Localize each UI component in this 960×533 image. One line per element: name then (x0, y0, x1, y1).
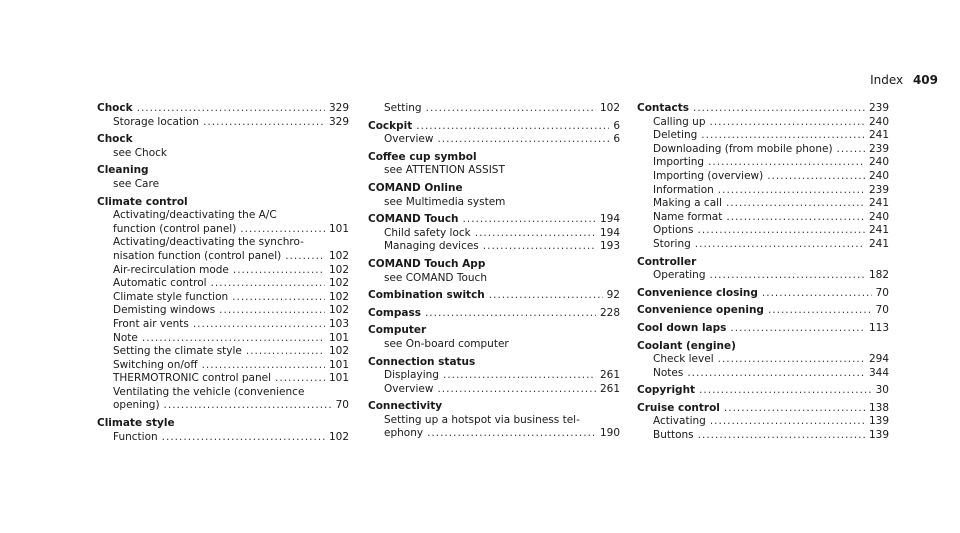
heading-text: COMAND Online (368, 181, 463, 194)
subentry-text: Notes (653, 366, 684, 379)
subentry-text: Activating/deactivating the synchro- (113, 236, 304, 249)
page-ref: 329 (328, 115, 349, 128)
subentry-text: Storage location (113, 115, 200, 128)
index-subentry (97, 431, 349, 445)
dot-leader (285, 250, 325, 264)
page-ref: 239 (868, 183, 889, 196)
header-label: Index (870, 73, 904, 87)
page-ref: 240 (868, 115, 889, 128)
page-header (870, 73, 938, 87)
dot-leader (202, 359, 325, 373)
page-ref: 241 (868, 237, 889, 250)
page-ref: 70 (875, 304, 889, 317)
index-entry (637, 384, 889, 398)
subentry-text: Name format (653, 210, 723, 223)
dot-leader (710, 415, 865, 429)
subentry-text: see Multimedia system (384, 195, 506, 208)
index-subentry (368, 414, 620, 428)
dot-leader (240, 223, 325, 237)
dot-leader (162, 431, 325, 445)
page-ref: 102 (328, 304, 349, 317)
heading-text: Climate style (97, 417, 175, 430)
subentry-text: see COMAND Touch (384, 271, 487, 284)
subentry-text: Overview (384, 382, 434, 395)
dot-leader (437, 133, 609, 147)
dot-leader (718, 184, 865, 198)
dot-leader (203, 116, 325, 130)
index-entry (637, 256, 889, 283)
dot-leader (142, 332, 325, 346)
dot-leader (687, 367, 865, 381)
dot-leader (489, 289, 603, 303)
subentry-text: Setting (384, 102, 422, 114)
page-ref: 103 (328, 317, 349, 330)
index-entry (368, 307, 620, 321)
index-heading (637, 384, 889, 398)
heading-text: Combination switch (368, 289, 485, 302)
subentry-text: Activating (653, 415, 706, 428)
dot-leader (416, 120, 609, 134)
index-subentry (368, 102, 620, 116)
index-heading (368, 289, 620, 303)
index-subentry (368, 164, 620, 178)
subentry-text: Demisting windows (113, 304, 216, 317)
index-subentry (97, 318, 349, 332)
index-entry (637, 304, 889, 318)
subentry-text: Air-recirculation mode (113, 263, 229, 276)
dot-leader (698, 429, 865, 443)
index-entry (97, 164, 349, 191)
index-entry (637, 322, 889, 336)
page-ref: 113 (868, 321, 889, 334)
heading-text: Climate control (97, 195, 188, 208)
index-entry (368, 289, 620, 303)
index-heading (368, 182, 620, 196)
index-entry (637, 340, 889, 381)
index-subentry (97, 304, 349, 318)
page-ref: 70 (335, 399, 349, 412)
subentry-text: see Chock (113, 146, 167, 159)
dot-leader (232, 291, 325, 305)
page-ref: 102 (328, 277, 349, 290)
page-ref: 102 (328, 249, 349, 262)
heading-text: Controller (637, 255, 697, 268)
subentry-text: Information (653, 183, 714, 196)
heading-text: Convenience opening (637, 304, 764, 317)
page-ref: 240 (868, 156, 889, 169)
subentry-text: Calling up (653, 115, 706, 128)
dot-leader (137, 102, 325, 116)
dot-leader (463, 213, 596, 227)
heading-text: Connection status (368, 355, 476, 368)
index-entry (637, 287, 889, 301)
dot-leader (233, 264, 325, 278)
index-subentry (368, 227, 620, 241)
subentry-text: Automatic control (113, 277, 207, 290)
dot-leader (698, 224, 865, 238)
page-ref: 194 (599, 213, 620, 226)
index-subentry (637, 170, 889, 184)
subentry-text: opening) (113, 399, 160, 412)
dot-leader (726, 211, 865, 225)
index-heading (97, 196, 349, 210)
subentry-text: Check level (653, 353, 714, 366)
dot-leader (475, 227, 596, 241)
index-entry (368, 258, 620, 285)
subentry-text: Setting the climate style (113, 345, 242, 358)
index-subentry (637, 238, 889, 252)
index-subentry (637, 429, 889, 443)
index-entry (368, 400, 620, 441)
page-ref: 194 (599, 226, 620, 239)
index-subentry (97, 277, 349, 291)
index-heading (368, 120, 620, 134)
subentry-text: THERMOTRONIC control panel (113, 372, 272, 385)
subentry-text: Function (113, 430, 158, 443)
subentry-text: Ventilating the vehicle (convenience (113, 385, 305, 398)
page-number: 409 (912, 73, 938, 87)
index-subentry (368, 133, 620, 147)
dot-leader (710, 116, 865, 130)
index-column-2 (368, 102, 620, 445)
index-heading (637, 322, 889, 336)
page-ref: 294 (868, 353, 889, 366)
heading-text: Copyright (637, 384, 696, 397)
subentry-text: Setting up a hotspot via business tel- (384, 413, 580, 426)
subentry-text: Displaying (384, 369, 439, 382)
index-subentry (368, 383, 620, 397)
dot-leader (695, 238, 865, 252)
index-entry (368, 151, 620, 178)
page-ref: 239 (868, 142, 889, 155)
heading-text: Chock (97, 102, 133, 114)
index-subentry (97, 236, 349, 250)
index-subentry (97, 209, 349, 223)
index-entry (368, 120, 620, 147)
page-ref: 261 (599, 369, 620, 382)
index-heading (637, 287, 889, 301)
page-ref: 193 (599, 240, 620, 253)
page-ref: 102 (328, 290, 349, 303)
subentry-text: Importing (overview) (653, 169, 764, 182)
page-ref: 6 (613, 133, 620, 146)
index-column-3 (637, 102, 889, 447)
index-entry (368, 324, 620, 351)
index-subentry (637, 415, 889, 429)
index-subentry (637, 353, 889, 367)
subentry-text: Overview (384, 133, 434, 146)
index-entry (97, 417, 349, 444)
page-ref: 6 (613, 119, 620, 132)
page-ref: 102 (328, 430, 349, 443)
index-subentry (97, 399, 349, 413)
dot-leader (699, 384, 872, 398)
index-subentry (637, 129, 889, 143)
subentry-text: Options (653, 224, 694, 237)
index-entry (368, 182, 620, 209)
index-heading (637, 402, 889, 416)
heading-text: Cool down laps (637, 321, 727, 334)
dot-leader (837, 143, 865, 157)
subentry-text: Switching on/off (113, 358, 198, 371)
page-ref: 241 (868, 129, 889, 142)
index-heading (368, 258, 620, 272)
heading-text: Cleaning (97, 164, 149, 177)
index-subentry (637, 184, 889, 198)
subentry-text: Storing (653, 237, 691, 250)
index-subentry (97, 291, 349, 305)
subentry-text: Deleting (653, 129, 698, 142)
subentry-text: Buttons (653, 429, 694, 442)
dot-leader (701, 129, 865, 143)
index-subentry (637, 269, 889, 283)
index-subentry (97, 116, 349, 130)
index-subentry (637, 367, 889, 381)
index-entry (97, 102, 349, 129)
index-subentry (637, 116, 889, 130)
index-subentry (637, 197, 889, 211)
index-subentry (97, 359, 349, 373)
heading-text: Cruise control (637, 401, 720, 414)
index-subentry (637, 224, 889, 238)
dot-leader (219, 304, 325, 318)
index-subentry (97, 372, 349, 386)
page-ref: 139 (868, 429, 889, 442)
page-ref: 70 (875, 286, 889, 299)
page-ref: 241 (868, 197, 889, 210)
subentry-text: function (control panel) (113, 222, 237, 235)
heading-text: COMAND Touch App (368, 257, 486, 270)
index-entry (97, 196, 349, 414)
dot-leader (726, 197, 865, 211)
subentry-text: ephony (384, 427, 424, 440)
index-heading (368, 151, 620, 165)
subentry-text: Making a call (653, 197, 722, 210)
page-ref: 182 (868, 269, 889, 282)
page-ref: 190 (599, 427, 620, 440)
page-ref: 101 (328, 331, 349, 344)
index-heading (97, 164, 349, 178)
index-subentry (97, 386, 349, 400)
index-subentry (368, 427, 620, 441)
heading-text: Computer (368, 324, 427, 337)
page-ref: 101 (328, 358, 349, 371)
index-subentry (97, 332, 349, 346)
index-heading (368, 213, 620, 227)
subentry-text: Note (113, 331, 138, 344)
subentry-text: Importing (653, 156, 705, 169)
index-subentry (368, 369, 620, 383)
dot-leader (708, 156, 865, 170)
heading-text: Connectivity (368, 400, 443, 413)
page-ref: 102 (599, 102, 620, 114)
subentry-text: see ATTENTION ASSIST (384, 164, 505, 177)
dot-leader (427, 427, 596, 441)
page-ref: 102 (328, 263, 349, 276)
page-ref: 101 (328, 222, 349, 235)
index-heading (368, 324, 620, 338)
subentry-text: nisation function (control panel) (113, 249, 282, 262)
dot-leader (768, 304, 872, 318)
heading-text: Contacts (637, 102, 689, 114)
index-subentry (368, 272, 620, 286)
subentry-text: see Care (113, 177, 160, 190)
index-entry (637, 102, 889, 252)
subentry-text: Front air vents (113, 317, 189, 330)
page-ref: 239 (868, 102, 889, 114)
index-subentry (637, 211, 889, 225)
dot-leader (693, 102, 865, 116)
heading-text: Convenience closing (637, 286, 758, 299)
index-heading (637, 304, 889, 318)
subentry-text: see On-board computer (384, 337, 509, 350)
page-ref: 344 (868, 366, 889, 379)
heading-text: Coolant (engine) (637, 339, 736, 352)
index-subentry (97, 264, 349, 278)
dot-leader (762, 287, 872, 301)
index-subentry (97, 147, 349, 161)
dot-leader (730, 322, 865, 336)
index-heading (637, 102, 889, 116)
dot-leader (426, 102, 596, 116)
index-subentry (637, 156, 889, 170)
dot-leader (437, 383, 596, 397)
index-subentry (637, 143, 889, 157)
dot-leader (275, 372, 325, 386)
dot-leader (211, 277, 325, 291)
page-ref: 30 (875, 384, 889, 397)
subentry-text: Downloading (from mobile phone) (653, 142, 833, 155)
index-subentry (97, 178, 349, 192)
dot-leader (425, 307, 596, 321)
index-subentry (368, 240, 620, 254)
dot-leader (193, 318, 325, 332)
index-heading (637, 256, 889, 270)
dot-leader (724, 402, 865, 416)
heading-text: Cockpit (368, 119, 413, 132)
index-heading (97, 102, 349, 116)
index-entry (637, 402, 889, 443)
page-ref: 241 (868, 224, 889, 237)
dot-leader (767, 170, 865, 184)
page-ref: 240 (868, 210, 889, 223)
page-ref: 228 (599, 306, 620, 319)
index-subentry (368, 338, 620, 352)
index-heading (368, 307, 620, 321)
index-heading (97, 133, 349, 147)
heading-text: Coffee cup symbol (368, 150, 477, 163)
subentry-text: Managing devices (384, 240, 479, 253)
index-subentry (368, 196, 620, 210)
heading-text: Chock (97, 133, 133, 146)
index-column-1 (97, 102, 349, 448)
subentry-text: Child safety lock (384, 226, 471, 239)
dot-leader (246, 345, 325, 359)
page-ref: 92 (606, 289, 620, 302)
dot-leader (718, 353, 865, 367)
index-entry (368, 213, 620, 254)
page-ref: 102 (328, 345, 349, 358)
page-ref: 139 (868, 415, 889, 428)
index-entry (97, 133, 349, 160)
dot-leader (164, 399, 332, 413)
page-ref: 329 (328, 102, 349, 114)
index-subentry (97, 223, 349, 237)
heading-text: COMAND Touch (368, 213, 459, 226)
subentry-text: Climate style function (113, 290, 229, 303)
dot-leader (443, 369, 596, 383)
index-subentry (97, 250, 349, 264)
subentry-text: Activating/deactivating the A/C (113, 209, 277, 222)
dot-leader (483, 240, 596, 254)
page-ref: 261 (599, 382, 620, 395)
page-ref: 240 (868, 169, 889, 182)
index-entry (368, 102, 620, 116)
index-heading (368, 356, 620, 370)
index-entry (368, 356, 620, 397)
index-subentry (97, 345, 349, 359)
index-heading (97, 417, 349, 431)
index-heading (637, 340, 889, 354)
subentry-text: Operating (653, 269, 706, 282)
page-ref: 138 (868, 401, 889, 414)
index-heading (368, 400, 620, 414)
heading-text: Compass (368, 306, 421, 319)
page-ref: 101 (328, 372, 349, 385)
dot-leader (710, 269, 865, 283)
